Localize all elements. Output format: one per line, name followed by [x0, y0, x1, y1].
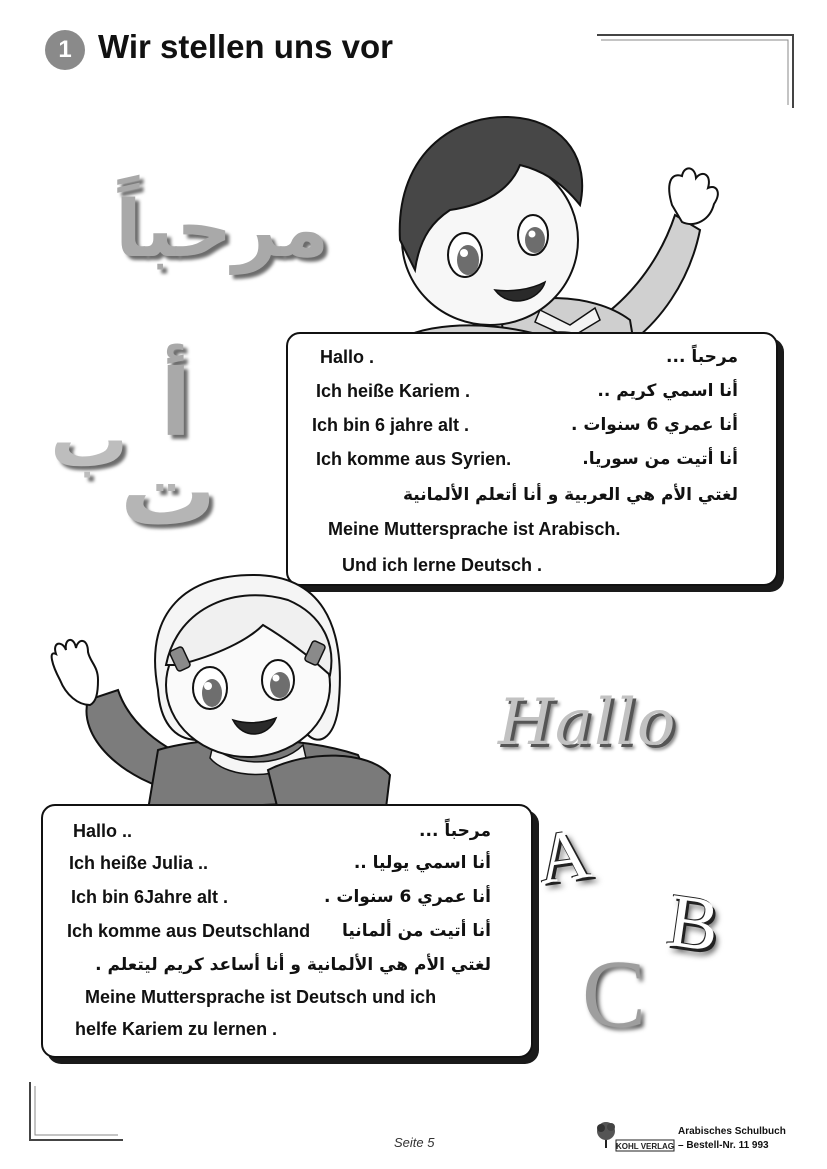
- svg-text:KOHL VERLAG: KOHL VERLAG: [615, 1142, 675, 1151]
- decor-letter-ba: ب: [50, 395, 129, 485]
- box2-line4-de: Ich komme aus Deutschland: [67, 920, 311, 941]
- box1-line4-de: Ich komme aus Syrien.: [316, 448, 512, 469]
- book-title: Arabisches Schulbuch: [678, 1126, 786, 1137]
- section-number-badge: 1: [45, 30, 85, 70]
- decor-hallo-word: Hallo: [498, 686, 677, 760]
- box1-line3-de: Ich bin 6 jahre alt .: [312, 414, 470, 435]
- box2-line3-ar: أنا عمري 6 سنوات .: [324, 887, 491, 907]
- order-number: – Bestell-Nr. 11 993: [678, 1140, 769, 1151]
- decor-letter-alef: أ: [160, 350, 192, 457]
- publisher-logo: [594, 1118, 676, 1154]
- corner-ornament-bottom-left: [28, 1082, 128, 1142]
- box1-line1-de: Hallo .: [320, 346, 375, 367]
- decor-letter-c: C: [582, 940, 647, 1047]
- box1-line4-ar: أنا أتيت من سوريا.: [582, 449, 738, 469]
- box1-line3-ar: أنا عمري 6 سنوات .: [571, 415, 738, 435]
- box2-line2-ar: أنا اسمي يوليا ..: [353, 853, 491, 873]
- corner-ornament-top-right: [597, 33, 797, 108]
- julia-speech-box: [41, 804, 533, 1058]
- box1-mothertongue-ar: لغتي الأم هي العربية و أنا أتعلم الألمانية: [402, 485, 738, 505]
- box2-line1-ar: مرحباً ...: [419, 821, 491, 841]
- box2-line2-de: Ich heiße Julia ..: [69, 852, 209, 873]
- girl-illustration: [38, 570, 398, 840]
- decor-letter-ta: ت: [120, 435, 217, 547]
- box1-mothertongue-de: Meine Muttersprache ist Arabisch.: [328, 518, 621, 539]
- box1-line2-ar: أنا اسمي كريم ..: [597, 381, 738, 401]
- box1-line2-de: Ich heiße Kariem .: [316, 380, 471, 401]
- box2-mothertongue-ar: لغتي الأم هي الألمانية و أنا أساعد كريم ليتعلم .: [95, 955, 491, 975]
- box2-mothertongue-de: Meine Muttersprache ist Deutsch und ich: [85, 986, 437, 1007]
- box1-learning-de: Und ich lerne Deutsch .: [342, 554, 543, 575]
- decor-marhaba-word: مرحباً: [115, 185, 330, 275]
- box1-line1-ar: مرحباً ...: [666, 347, 738, 367]
- box2-helping-de: helfe Kariem zu lernen .: [75, 1018, 278, 1039]
- page-title: Wir stellen uns vor: [98, 28, 393, 65]
- decor-letter-b: B: [662, 877, 725, 969]
- kariem-speech-box: [286, 332, 778, 586]
- box2-line3-de: Ich bin 6Jahre alt .: [71, 886, 229, 907]
- decor-letter-a: A: [532, 812, 596, 900]
- page-number: Seite 5: [394, 1135, 435, 1150]
- box2-line4-ar: أنا أتيت من ألمانيا: [341, 921, 491, 941]
- box2-line1-de: Hallo ..: [73, 820, 133, 841]
